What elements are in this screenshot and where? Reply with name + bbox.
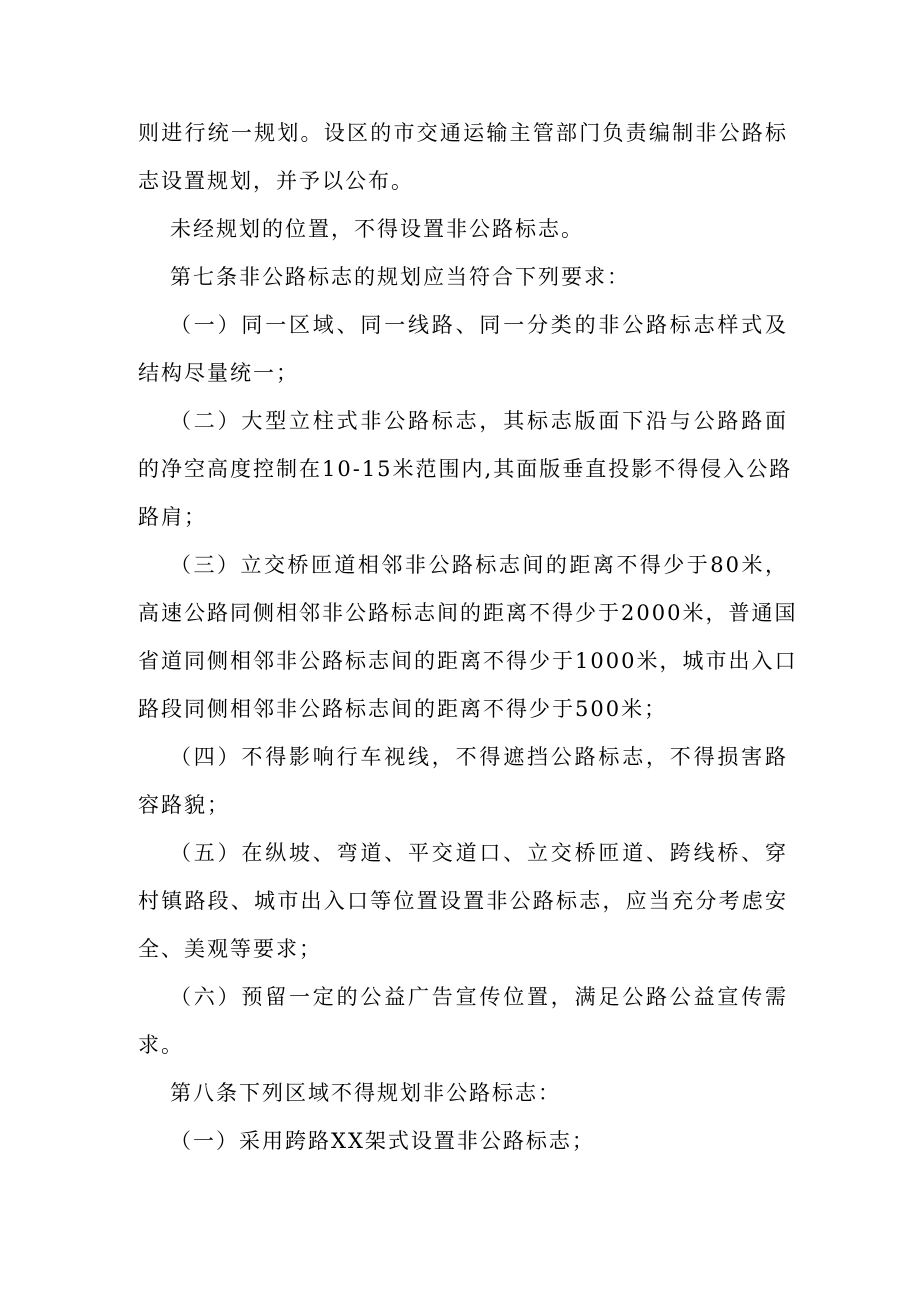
article-heading: 第八条下列区域不得规划非公路标志：: [170, 1081, 561, 1105]
document-body: [138, 109, 798, 1165]
list-item-line: 省道同侧相邻非公路标志间的距离不得少于1000米，城市出入口: [138, 649, 798, 673]
list-item-line: 路肩；: [138, 505, 207, 529]
list-item-line: 容路貌；: [138, 793, 230, 817]
list-item-line: 求。: [138, 1033, 184, 1057]
list-item-line: 村镇路段、城市出入口等位置设置非公路标志，应当充分考虑安: [138, 889, 788, 913]
list-item-line: （三）立交桥匝道相邻非公路标志间的距离不得少于80米，: [170, 553, 788, 577]
list-item-line: （四）不得影响行车视线，不得遮挡公路标志，不得损害路: [170, 745, 788, 769]
list-item-line: （一）同一区域、同一线路、同一分类的非公路标志样式及: [170, 313, 788, 337]
text-line: 则进行统一规划。设区的市交通运输主管部门负责编制非公路标: [138, 121, 788, 145]
article-heading: 第七条非公路标志的规划应当符合下列要求：: [170, 265, 630, 289]
list-item-line: 路段同侧相邻非公路标志间的距离不得少于500米；: [138, 697, 668, 721]
text-line: 志设置规划，并予以公布。: [138, 169, 414, 193]
list-item-line: （五）在纵坡、弯道、平交道口、立交桥匝道、跨线桥、穿: [170, 841, 788, 865]
list-item-line: （二）大型立柱式非公路标志，其标志版面下沿与公路路面: [170, 409, 788, 433]
list-item-line: （六）预留一定的公益广告宣传位置，满足公路公益宣传需: [170, 985, 788, 1009]
list-item-line: 高速公路同侧相邻非公路标志间的距离不得少于2000米，普通国: [138, 601, 798, 625]
list-item-line: 全、美观等要求；: [138, 937, 322, 961]
list-item-line: 的净空高度控制在10-15米范围内,其面版垂直投影不得侵入公路: [138, 457, 793, 481]
list-item-line: （一）采用跨路XX架式设置非公路标志；: [170, 1129, 595, 1153]
list-item-line: 结构尽量统一；: [138, 361, 299, 385]
paragraph-line: 未经规划的位置，不得设置非公路标志。: [170, 217, 584, 241]
